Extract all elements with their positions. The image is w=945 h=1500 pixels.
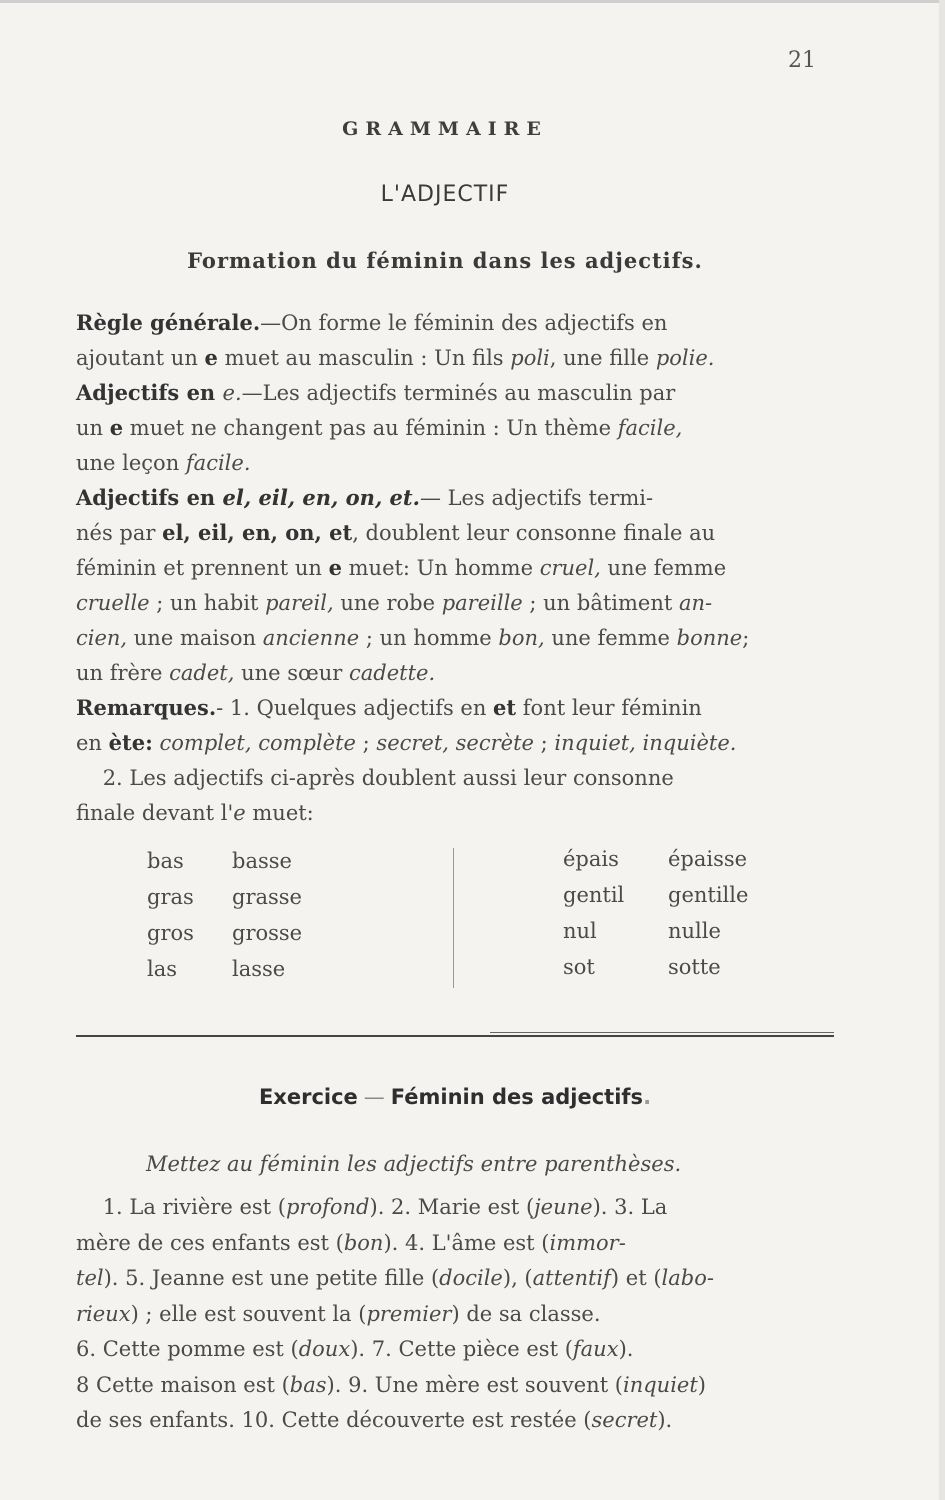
table-cell: nulle <box>668 919 721 943</box>
text-segment: ). 2. Marie est ( <box>369 1195 535 1219</box>
text-segment: ). <box>657 1408 673 1432</box>
section-heading: GRAMMAIRE <box>342 118 548 140</box>
table-cell: gras <box>147 885 194 909</box>
text-segment: ) et ( <box>610 1266 662 1290</box>
exercise-title: Féminin des adjectifs <box>390 1085 644 1109</box>
text-segment: secret <box>591 1408 658 1432</box>
text-segment: muet ne changent pas au féminin : Un thème <box>123 416 618 440</box>
text-segment: ), ( <box>502 1266 533 1290</box>
text-segment: muet au masculin : Un fils <box>217 346 511 370</box>
text-segment: pareil, <box>265 591 334 615</box>
text-line <box>76 343 836 373</box>
text-line <box>76 1370 836 1400</box>
text-segment: mère de ces enfants est ( <box>76 1230 344 1255</box>
text-segment: Règle générale. <box>76 310 261 335</box>
text-segment: font leur féminin <box>516 696 702 720</box>
text-segment: ancienne <box>262 626 360 650</box>
text-segment: el, eil, en, on, et. <box>222 485 420 510</box>
text-line <box>76 448 836 478</box>
text-segment: faux <box>572 1337 619 1361</box>
text-segment: e. <box>222 381 242 405</box>
text-segment: rieux <box>76 1301 131 1326</box>
text-line <box>76 1405 836 1435</box>
table-cell: basse <box>232 849 292 873</box>
text-segment: - 1. Quelques adjectifs en <box>216 696 494 720</box>
text-segment: une sœur <box>234 661 349 685</box>
text-segment: ). <box>618 1337 634 1361</box>
text-line <box>76 378 836 408</box>
table-cell: lasse <box>232 957 286 981</box>
text-segment: un <box>76 416 110 440</box>
text-line <box>76 763 836 793</box>
text-segment: 8 Cette maison est ( <box>76 1372 290 1397</box>
text-segment: poli <box>510 346 550 370</box>
text-segment: ) <box>697 1372 706 1397</box>
text-segment: profond <box>285 1195 370 1219</box>
text-segment: en <box>76 731 109 755</box>
text-segment: facile, <box>617 416 683 440</box>
text-segment: —Les adjectifs terminés au masculin par <box>241 381 676 405</box>
text-segment: Remarques. <box>76 695 217 720</box>
table-cell: grosse <box>232 921 303 945</box>
text-segment: muet: <box>245 801 314 825</box>
text-segment: une femme <box>544 626 677 650</box>
text-line <box>76 588 836 618</box>
table-cell: gros <box>147 921 194 945</box>
text-segment: ; un habit <box>149 591 266 615</box>
table-divider <box>453 848 454 988</box>
text-segment: bas <box>289 1372 327 1397</box>
text-segment: — Les adjectifs termi- <box>419 486 654 510</box>
text-segment: une robe <box>333 591 442 615</box>
table-cell: épais <box>563 847 619 871</box>
text-segment: labo- <box>661 1266 714 1290</box>
text-segment: jeune <box>534 1195 593 1219</box>
divider-rule <box>76 1035 834 1037</box>
text-segment: ; <box>533 731 555 755</box>
text-segment: muet: Un homme <box>341 556 540 580</box>
text-segment: Adjectifs en <box>76 380 223 405</box>
text-segment: une femme <box>600 556 727 580</box>
text-segment: ) de sa classe. <box>451 1301 601 1326</box>
text-segment: de ses enfants. 10. Cette découverte est restée ( <box>76 1408 592 1432</box>
table-cell: épaisse <box>668 847 748 871</box>
text-segment: ). 7. Cette pièce est ( <box>350 1337 573 1361</box>
text-line <box>76 658 836 688</box>
text-segment: ; un bâtiment <box>522 591 679 615</box>
exercise-dot: . <box>643 1085 652 1109</box>
text-segment: facile. <box>185 451 251 475</box>
text-line <box>76 623 836 653</box>
text-segment: e <box>233 801 246 825</box>
text-segment: premier <box>366 1301 452 1326</box>
page-number: 21 <box>788 48 816 73</box>
text-line <box>76 693 836 723</box>
text-line <box>76 483 836 513</box>
table-cell: gentille <box>668 883 749 907</box>
divider-rule-top <box>490 1032 834 1033</box>
text-line <box>76 1192 836 1222</box>
text-segment: immor- <box>549 1230 626 1255</box>
text-segment: complet, complète <box>159 731 356 755</box>
text-segment: ). 5. Jeanne est une petite fille ( <box>103 1266 440 1290</box>
text-segment: ; <box>742 626 750 650</box>
exercise-label: Exercice <box>258 1085 358 1109</box>
text-segment: bon, <box>498 626 545 650</box>
table-cell: sot <box>563 955 595 979</box>
text-segment: bonne <box>676 626 743 650</box>
text-segment: el, eil, en, on, et <box>162 520 353 545</box>
text-segment: cien, <box>76 626 128 650</box>
text-segment: e <box>328 555 342 580</box>
text-segment <box>153 731 160 755</box>
text-segment: 6. Cette pomme est ( <box>76 1337 299 1361</box>
text-segment: , doublent leur consonne finale au <box>352 521 716 545</box>
text-segment: une maison <box>127 626 263 650</box>
text-segment: une leçon <box>76 451 186 475</box>
text-segment: ) ; elle est souvent la ( <box>130 1301 367 1326</box>
text-segment: finale devant l' <box>76 801 234 825</box>
text-segment: nés par <box>76 521 163 545</box>
table-cell: bas <box>147 849 184 873</box>
text-segment: 1. La rivière est ( <box>76 1195 286 1219</box>
text-segment: docile <box>439 1266 503 1290</box>
text-segment: cruel, <box>539 556 601 580</box>
text-segment: inquiet <box>623 1372 698 1397</box>
table-cell: gentil <box>563 883 625 907</box>
text-line <box>76 728 836 758</box>
text-segment: an- <box>678 591 713 615</box>
text-segment: tel <box>76 1266 104 1290</box>
table-cell: sotte <box>668 955 721 979</box>
exercise-heading <box>0 1085 910 1109</box>
text-line <box>76 1334 836 1364</box>
text-segment: cadet, <box>169 661 235 685</box>
text-line <box>76 1228 836 1258</box>
text-line <box>76 553 836 583</box>
text-segment: inquiet, inquiète. <box>554 731 737 755</box>
text-segment: ). 9. Une mère est souvent ( <box>326 1372 623 1397</box>
chapter-title: L'ADJECTIF <box>380 182 510 207</box>
text-segment: ajoutant un <box>76 346 205 370</box>
text-segment: ). 4. L'âme est ( <box>383 1230 550 1255</box>
text-segment: ; <box>355 731 377 755</box>
text-segment: Adjectifs en <box>76 485 223 510</box>
text-segment: e <box>109 415 124 440</box>
text-segment: ). 3. La <box>592 1195 668 1219</box>
text-segment: ; un homme <box>359 626 499 650</box>
text-line <box>76 1299 836 1329</box>
text-segment: secret, secrète <box>376 731 534 755</box>
table-cell: grasse <box>232 885 302 909</box>
text-segment: e <box>204 345 218 370</box>
text-segment: bon <box>343 1230 384 1255</box>
text-line <box>76 518 836 548</box>
text-segment: ète: <box>108 730 153 755</box>
text-segment: attentif <box>532 1266 611 1290</box>
subtitle: Formation du féminin dans les adjectifs. <box>187 248 703 273</box>
text-segment: féminin et prennent un <box>76 556 329 580</box>
text-segment: —On forme le féminin des adjectifs en <box>260 311 668 335</box>
text-segment: polie. <box>655 346 715 370</box>
text-segment: et <box>493 695 517 720</box>
text-line <box>76 308 836 338</box>
text-segment: 2. Les adjectifs ci-après doublent aussi leur consonne <box>76 766 674 790</box>
text-segment: cruelle <box>76 591 150 615</box>
text-segment: , une fille <box>549 346 656 370</box>
text-segment: cadette. <box>349 661 436 685</box>
exercise-dash: — <box>363 1085 385 1109</box>
text-segment: un frère <box>76 661 170 685</box>
text-segment: doux <box>298 1337 351 1361</box>
table-cell: nul <box>563 919 597 943</box>
text-line <box>76 1263 836 1293</box>
table-cell: las <box>147 957 178 981</box>
text-line <box>76 798 836 828</box>
text-segment: pareille <box>441 591 523 615</box>
text-line <box>76 413 836 443</box>
exercise-instruction: Mettez au féminin les adjectifs entre parenthèses. <box>146 1152 682 1176</box>
